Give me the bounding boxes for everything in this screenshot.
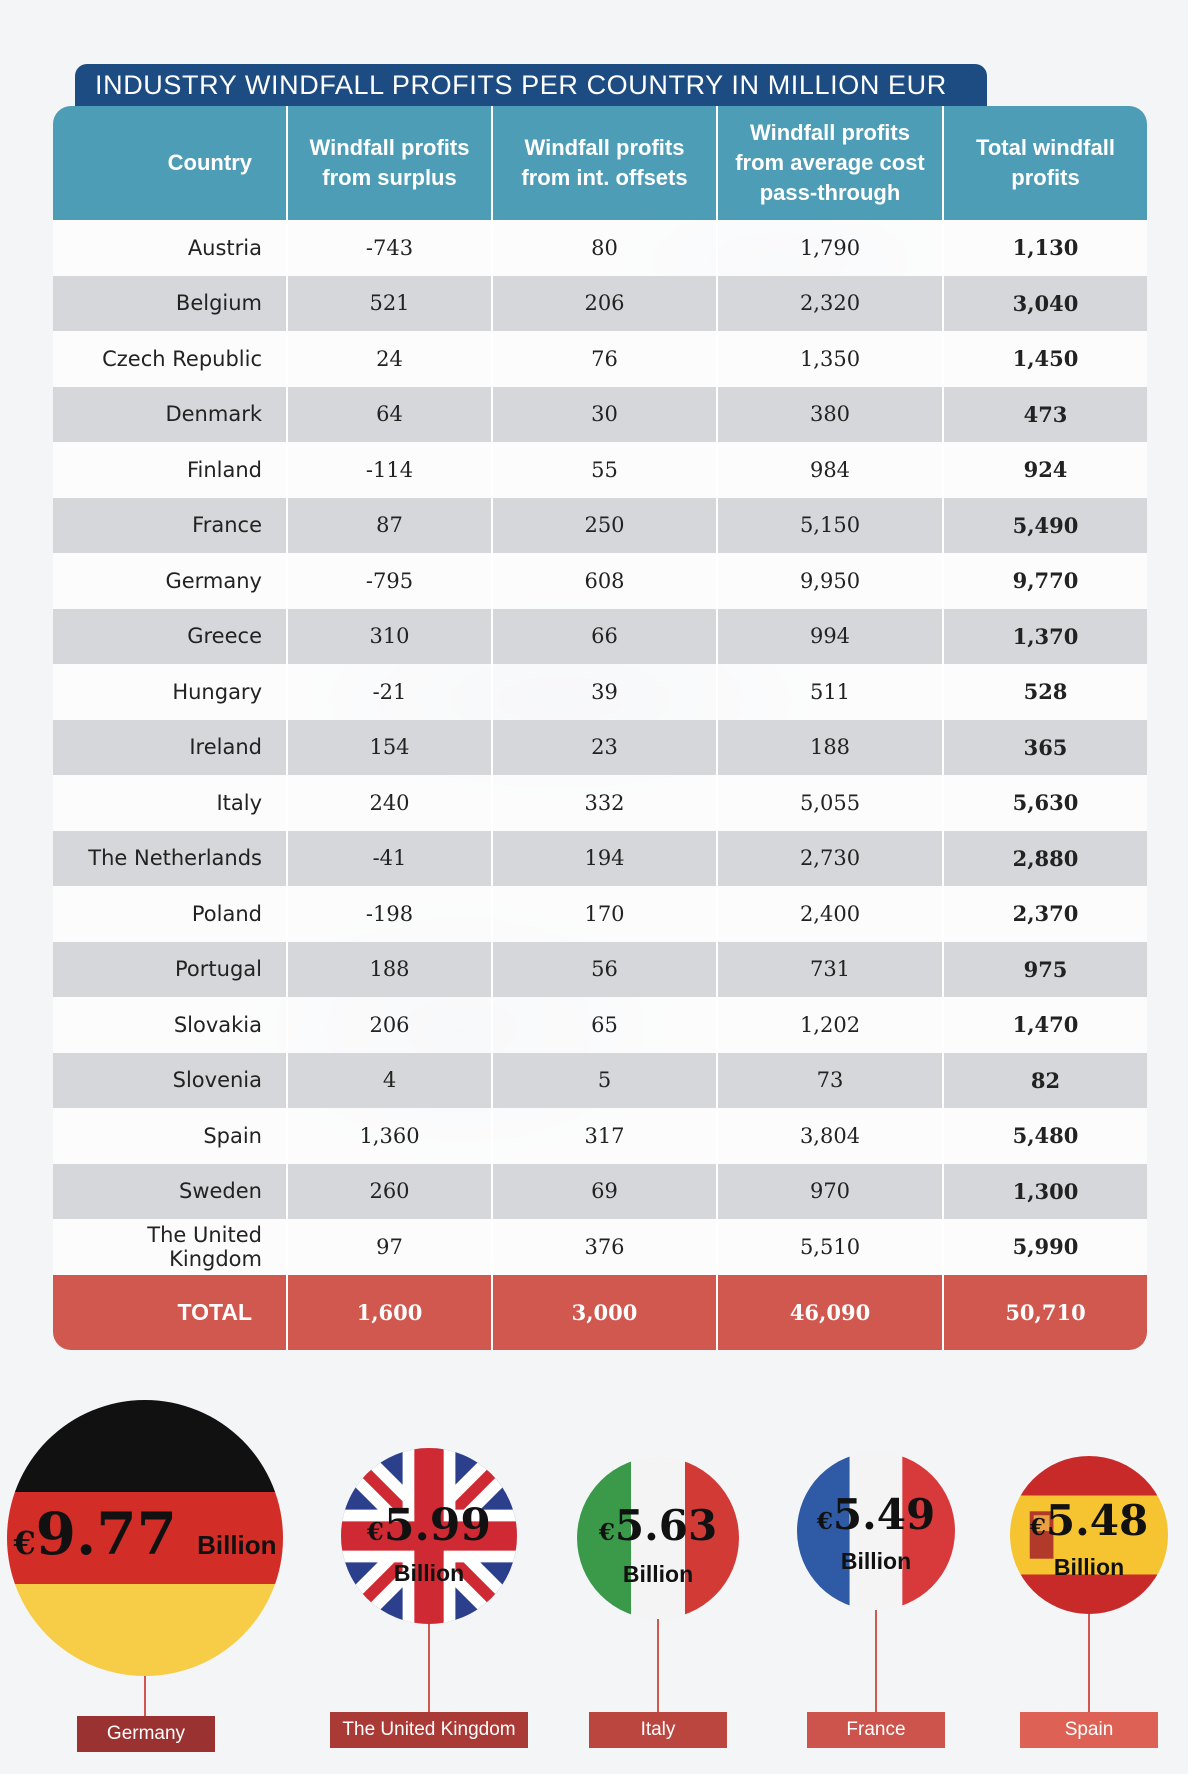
france-amount-wrap [797, 1490, 955, 1539]
header-row [53, 106, 1147, 220]
surplus-cell: -795 [287, 553, 492, 609]
cost-pass-through-cell: 5,150 [717, 498, 943, 554]
cost-pass-through-cell: 1,790 [717, 220, 943, 276]
surplus-cell: 521 [287, 276, 492, 332]
int-offsets-cell: 376 [492, 1219, 717, 1275]
cost-pass-through-cell: 2,320 [717, 276, 943, 332]
italy-currency: € [598, 1519, 615, 1546]
uk-stem [428, 1624, 430, 1712]
int-offsets-cell: 206 [492, 276, 717, 332]
surplus-cell: -21 [287, 664, 492, 720]
total-cell: 1,130 [943, 220, 1147, 276]
total-cell: 5,990 [943, 1219, 1147, 1275]
cost-pass-through-cell: 9,950 [717, 553, 943, 609]
cost-pass-through-cell: 511 [717, 664, 943, 720]
country-cell: France [53, 498, 287, 554]
surplus-cell: 310 [287, 609, 492, 665]
total-cell: 2,880 [943, 831, 1147, 887]
int-offsets-cell: 56 [492, 942, 717, 998]
total-int-offsets: 3,000 [492, 1275, 717, 1350]
uk-label: The United Kingdom [330, 1712, 528, 1748]
callout-france [797, 1452, 955, 1752]
surplus-cell: 260 [287, 1164, 492, 1220]
cost-pass-through-cell: 188 [717, 720, 943, 776]
header-total: Total windfall profits [943, 106, 1147, 220]
germany-unit: Billion [197, 1530, 277, 1560]
uk-unit: Billion [393, 1560, 465, 1586]
spain-label: Spain [1020, 1712, 1158, 1748]
spain-unit: Billion [1053, 1554, 1125, 1580]
surplus-cell: 64 [287, 387, 492, 443]
table-row [53, 886, 1147, 942]
table-row [53, 664, 1147, 720]
table-row [53, 942, 1147, 998]
table-header [53, 106, 1147, 220]
surplus-cell: 4 [287, 1053, 492, 1109]
total-cell: 365 [943, 720, 1147, 776]
header-int-offsets: Windfall profits from int. offsets [492, 106, 717, 220]
total-cell: 528 [943, 664, 1147, 720]
cost-pass-through-cell: 73 [717, 1053, 943, 1109]
france-amount: 5.49 [832, 1490, 936, 1539]
total-label: TOTAL [53, 1275, 287, 1350]
table-row [53, 720, 1147, 776]
table-row [53, 331, 1147, 387]
int-offsets-cell: 250 [492, 498, 717, 554]
int-offsets-cell: 194 [492, 831, 717, 887]
table-footer [53, 1275, 1147, 1350]
country-cell: Sweden [53, 1164, 287, 1220]
italy-amount-wrap [577, 1501, 739, 1550]
callout-italy [577, 1457, 739, 1752]
table-row [53, 220, 1147, 276]
int-offsets-cell: 170 [492, 886, 717, 942]
surplus-cell: 1,360 [287, 1108, 492, 1164]
total-cell: 9,770 [943, 553, 1147, 609]
int-offsets-cell: 608 [492, 553, 717, 609]
country-cell: Denmark [53, 387, 287, 443]
int-offsets-cell: 69 [492, 1164, 717, 1220]
table-body [53, 220, 1147, 1275]
table-row [53, 1164, 1147, 1220]
surplus-cell: -198 [287, 886, 492, 942]
surplus-cell: 97 [287, 1219, 492, 1275]
spain-stem [1088, 1614, 1090, 1712]
total-cell: 975 [943, 942, 1147, 998]
total-surplus: 1,600 [287, 1275, 492, 1350]
surplus-cell: 154 [287, 720, 492, 776]
surplus-cell: 240 [287, 775, 492, 831]
total-cell: 1,370 [943, 609, 1147, 665]
chart-title: INDUSTRY WINDFALL PROFITS PER COUNTRY IN MILLION EUR [75, 64, 987, 106]
total-cost-pass-through: 46,090 [717, 1275, 943, 1350]
cost-pass-through-cell: 2,730 [717, 831, 943, 887]
cost-pass-through-cell: 5,510 [717, 1219, 943, 1275]
total-cell: 1,450 [943, 331, 1147, 387]
table-row [53, 1219, 1147, 1275]
germany-label: Germany [77, 1716, 215, 1752]
country-cell: Austria [53, 220, 287, 276]
spain-currency: € [1029, 1514, 1046, 1541]
cost-pass-through-cell: 994 [717, 609, 943, 665]
windfall-table-container [53, 106, 1147, 1350]
cost-pass-through-cell: 731 [717, 942, 943, 998]
country-cell: Czech Republic [53, 331, 287, 387]
france-label: France [807, 1712, 945, 1748]
callout-uk [341, 1448, 517, 1752]
country-cell: Ireland [53, 720, 287, 776]
surplus-cell: 206 [287, 997, 492, 1053]
cost-pass-through-cell: 984 [717, 442, 943, 498]
uk-currency: € [366, 1517, 384, 1546]
table-row [53, 831, 1147, 887]
germany-stem [144, 1676, 146, 1716]
table-row [53, 997, 1147, 1053]
table-row [53, 553, 1147, 609]
country-cell: Poland [53, 886, 287, 942]
total-windfall: 50,710 [943, 1275, 1147, 1350]
cost-pass-through-cell: 970 [717, 1164, 943, 1220]
table-row [53, 1053, 1147, 1109]
country-cell: Slovakia [53, 997, 287, 1053]
header-surplus: Windfall profits from surplus [287, 106, 492, 220]
total-cell: 5,480 [943, 1108, 1147, 1164]
total-cell: 5,490 [943, 498, 1147, 554]
cost-pass-through-cell: 1,350 [717, 331, 943, 387]
italy-unit: Billion [622, 1561, 694, 1587]
country-cell: Italy [53, 775, 287, 831]
callout-spain [1010, 1456, 1168, 1752]
header-country: Country [53, 106, 287, 220]
int-offsets-cell: 317 [492, 1108, 717, 1164]
surplus-cell: 87 [287, 498, 492, 554]
surplus-cell: 188 [287, 942, 492, 998]
windfall-profits-table [53, 106, 1147, 1350]
int-offsets-cell: 5 [492, 1053, 717, 1109]
table-row [53, 387, 1147, 443]
int-offsets-cell: 30 [492, 387, 717, 443]
italy-amount: 5.63 [614, 1501, 718, 1550]
table-row [53, 276, 1147, 332]
total-cell: 1,470 [943, 997, 1147, 1053]
country-cell: Germany [53, 553, 287, 609]
spain-amount: 5.48 [1045, 1496, 1149, 1545]
total-cell: 82 [943, 1053, 1147, 1109]
surplus-cell: -114 [287, 442, 492, 498]
total-cell: 3,040 [943, 276, 1147, 332]
total-cell: 2,370 [943, 886, 1147, 942]
total-cell: 1,300 [943, 1164, 1147, 1220]
table-row [53, 609, 1147, 665]
int-offsets-cell: 39 [492, 664, 717, 720]
country-cell: Slovenia [53, 1053, 287, 1109]
country-cell: Finland [53, 442, 287, 498]
france-stem [875, 1610, 877, 1712]
germany-amount: 9.77 [35, 1500, 177, 1568]
header-cost-pass-through: Windfall profits from average cost pass-through [717, 106, 943, 220]
surplus-cell: -743 [287, 220, 492, 276]
callout-germany [7, 1400, 283, 1752]
int-offsets-cell: 80 [492, 220, 717, 276]
int-offsets-cell: 65 [492, 997, 717, 1053]
cost-pass-through-cell: 3,804 [717, 1108, 943, 1164]
table-row [53, 498, 1147, 554]
spain-amount-wrap [1010, 1496, 1168, 1545]
uk-amount: 5.99 [383, 1500, 491, 1551]
total-cell: 5,630 [943, 775, 1147, 831]
country-cell: Spain [53, 1108, 287, 1164]
country-cell: Greece [53, 609, 287, 665]
country-cell: Belgium [53, 276, 287, 332]
int-offsets-cell: 76 [492, 331, 717, 387]
country-cell: The United Kingdom [53, 1219, 287, 1275]
germany-amount-wrap [7, 1500, 283, 1568]
int-offsets-cell: 66 [492, 609, 717, 665]
france-unit: Billion [840, 1548, 912, 1574]
germany-currency: € [13, 1524, 36, 1562]
table-row [53, 442, 1147, 498]
cost-pass-through-cell: 2,400 [717, 886, 943, 942]
int-offsets-cell: 332 [492, 775, 717, 831]
country-cell: Hungary [53, 664, 287, 720]
cost-pass-through-cell: 380 [717, 387, 943, 443]
cost-pass-through-cell: 1,202 [717, 997, 943, 1053]
int-offsets-cell: 55 [492, 442, 717, 498]
italy-label: Italy [589, 1712, 727, 1748]
france-currency: € [816, 1508, 833, 1535]
uk-amount-wrap [341, 1500, 517, 1551]
surplus-cell: -41 [287, 831, 492, 887]
total-cell: 924 [943, 442, 1147, 498]
cost-pass-through-cell: 5,055 [717, 775, 943, 831]
int-offsets-cell: 23 [492, 720, 717, 776]
table-row [53, 1108, 1147, 1164]
surplus-cell: 24 [287, 331, 492, 387]
country-cell: The Netherlands [53, 831, 287, 887]
italy-stem [657, 1619, 659, 1712]
country-cell: Portugal [53, 942, 287, 998]
table-row [53, 775, 1147, 831]
total-cell: 473 [943, 387, 1147, 443]
total-row [53, 1275, 1147, 1350]
